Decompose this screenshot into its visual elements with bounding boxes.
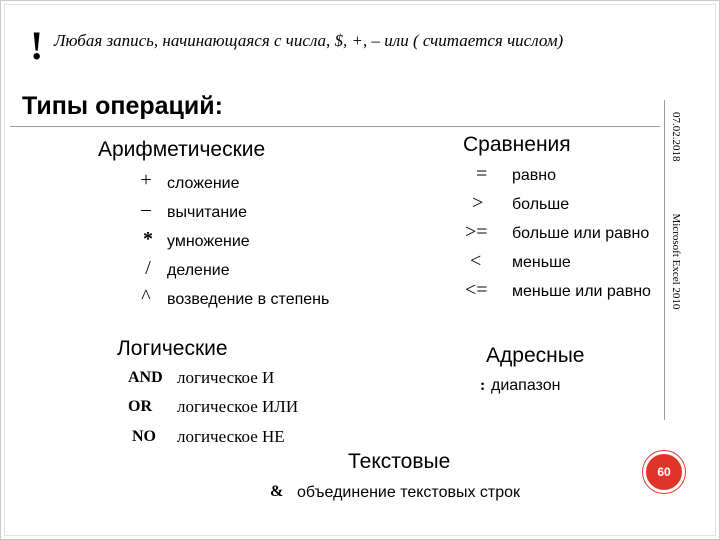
note-text: Любая запись, начинающаяся с числа, $, +, – или ( считается числом) bbox=[54, 31, 564, 50]
arithmetic-label-add: сложение bbox=[167, 175, 240, 192]
logical-op-not: NO bbox=[132, 428, 156, 445]
arithmetic-op-subtract: – bbox=[141, 198, 151, 220]
arithmetic-op-add: + bbox=[140, 169, 152, 191]
arithmetic-label-power: возведение в степень bbox=[167, 291, 330, 308]
slide-heading: Типы операций: bbox=[22, 92, 223, 120]
logical-title: Логические bbox=[117, 337, 228, 360]
address-op-range: : bbox=[480, 377, 486, 394]
side-label bbox=[670, 112, 682, 309]
comparison-op-equal: = bbox=[476, 163, 488, 185]
logical-label-not: логическое НЕ bbox=[177, 427, 285, 446]
logical-op-and: AND bbox=[128, 369, 163, 386]
text-title: Текстовые bbox=[348, 450, 451, 473]
page-number: 60 bbox=[657, 465, 671, 479]
note-exclamation: ! bbox=[30, 23, 44, 68]
arithmetic-label-divide: деление bbox=[167, 262, 230, 279]
comparison-op-greater: > bbox=[472, 192, 484, 214]
side-date: 07.02.2018 bbox=[670, 112, 682, 162]
logical-label-or: логическое ИЛИ bbox=[177, 397, 299, 416]
arithmetic-op-divide: / bbox=[145, 257, 151, 279]
arithmetic-label-subtract: вычитание bbox=[167, 204, 247, 221]
comparison-title: Сравнения bbox=[463, 133, 571, 156]
comparison-label-less-equal: меньше или равно bbox=[512, 283, 651, 300]
comparison-label-less: меньше bbox=[512, 254, 571, 271]
page-number-badge bbox=[643, 451, 685, 493]
address-label-range: диапазон bbox=[491, 377, 561, 394]
side-divider bbox=[664, 100, 665, 420]
comparison-op-less: < bbox=[470, 250, 482, 272]
logical-label-and: логическое И bbox=[177, 368, 275, 387]
arithmetic-op-multiply: * bbox=[143, 228, 153, 250]
comparison-label-greater-equal: больше или равно bbox=[512, 225, 650, 242]
text-op-concat: & bbox=[270, 483, 284, 500]
logical-op-or: OR bbox=[128, 398, 152, 415]
comparison-op-greater-equal: >= bbox=[465, 221, 488, 243]
heading-divider bbox=[10, 126, 660, 127]
address-title: Адресные bbox=[486, 344, 585, 367]
arithmetic-op-power: ^ bbox=[141, 286, 151, 308]
text-label-concat: объединение текстовых строк bbox=[297, 484, 521, 501]
arithmetic-label-multiply: умножение bbox=[167, 233, 250, 250]
comparison-label-greater: больше bbox=[512, 196, 570, 213]
comparison-op-less-equal: <= bbox=[465, 279, 488, 301]
comparison-label-equal: равно bbox=[512, 167, 557, 184]
side-app-name: Microsoft Excel 2010 bbox=[670, 213, 682, 310]
arithmetic-title: Арифметические bbox=[98, 138, 266, 161]
